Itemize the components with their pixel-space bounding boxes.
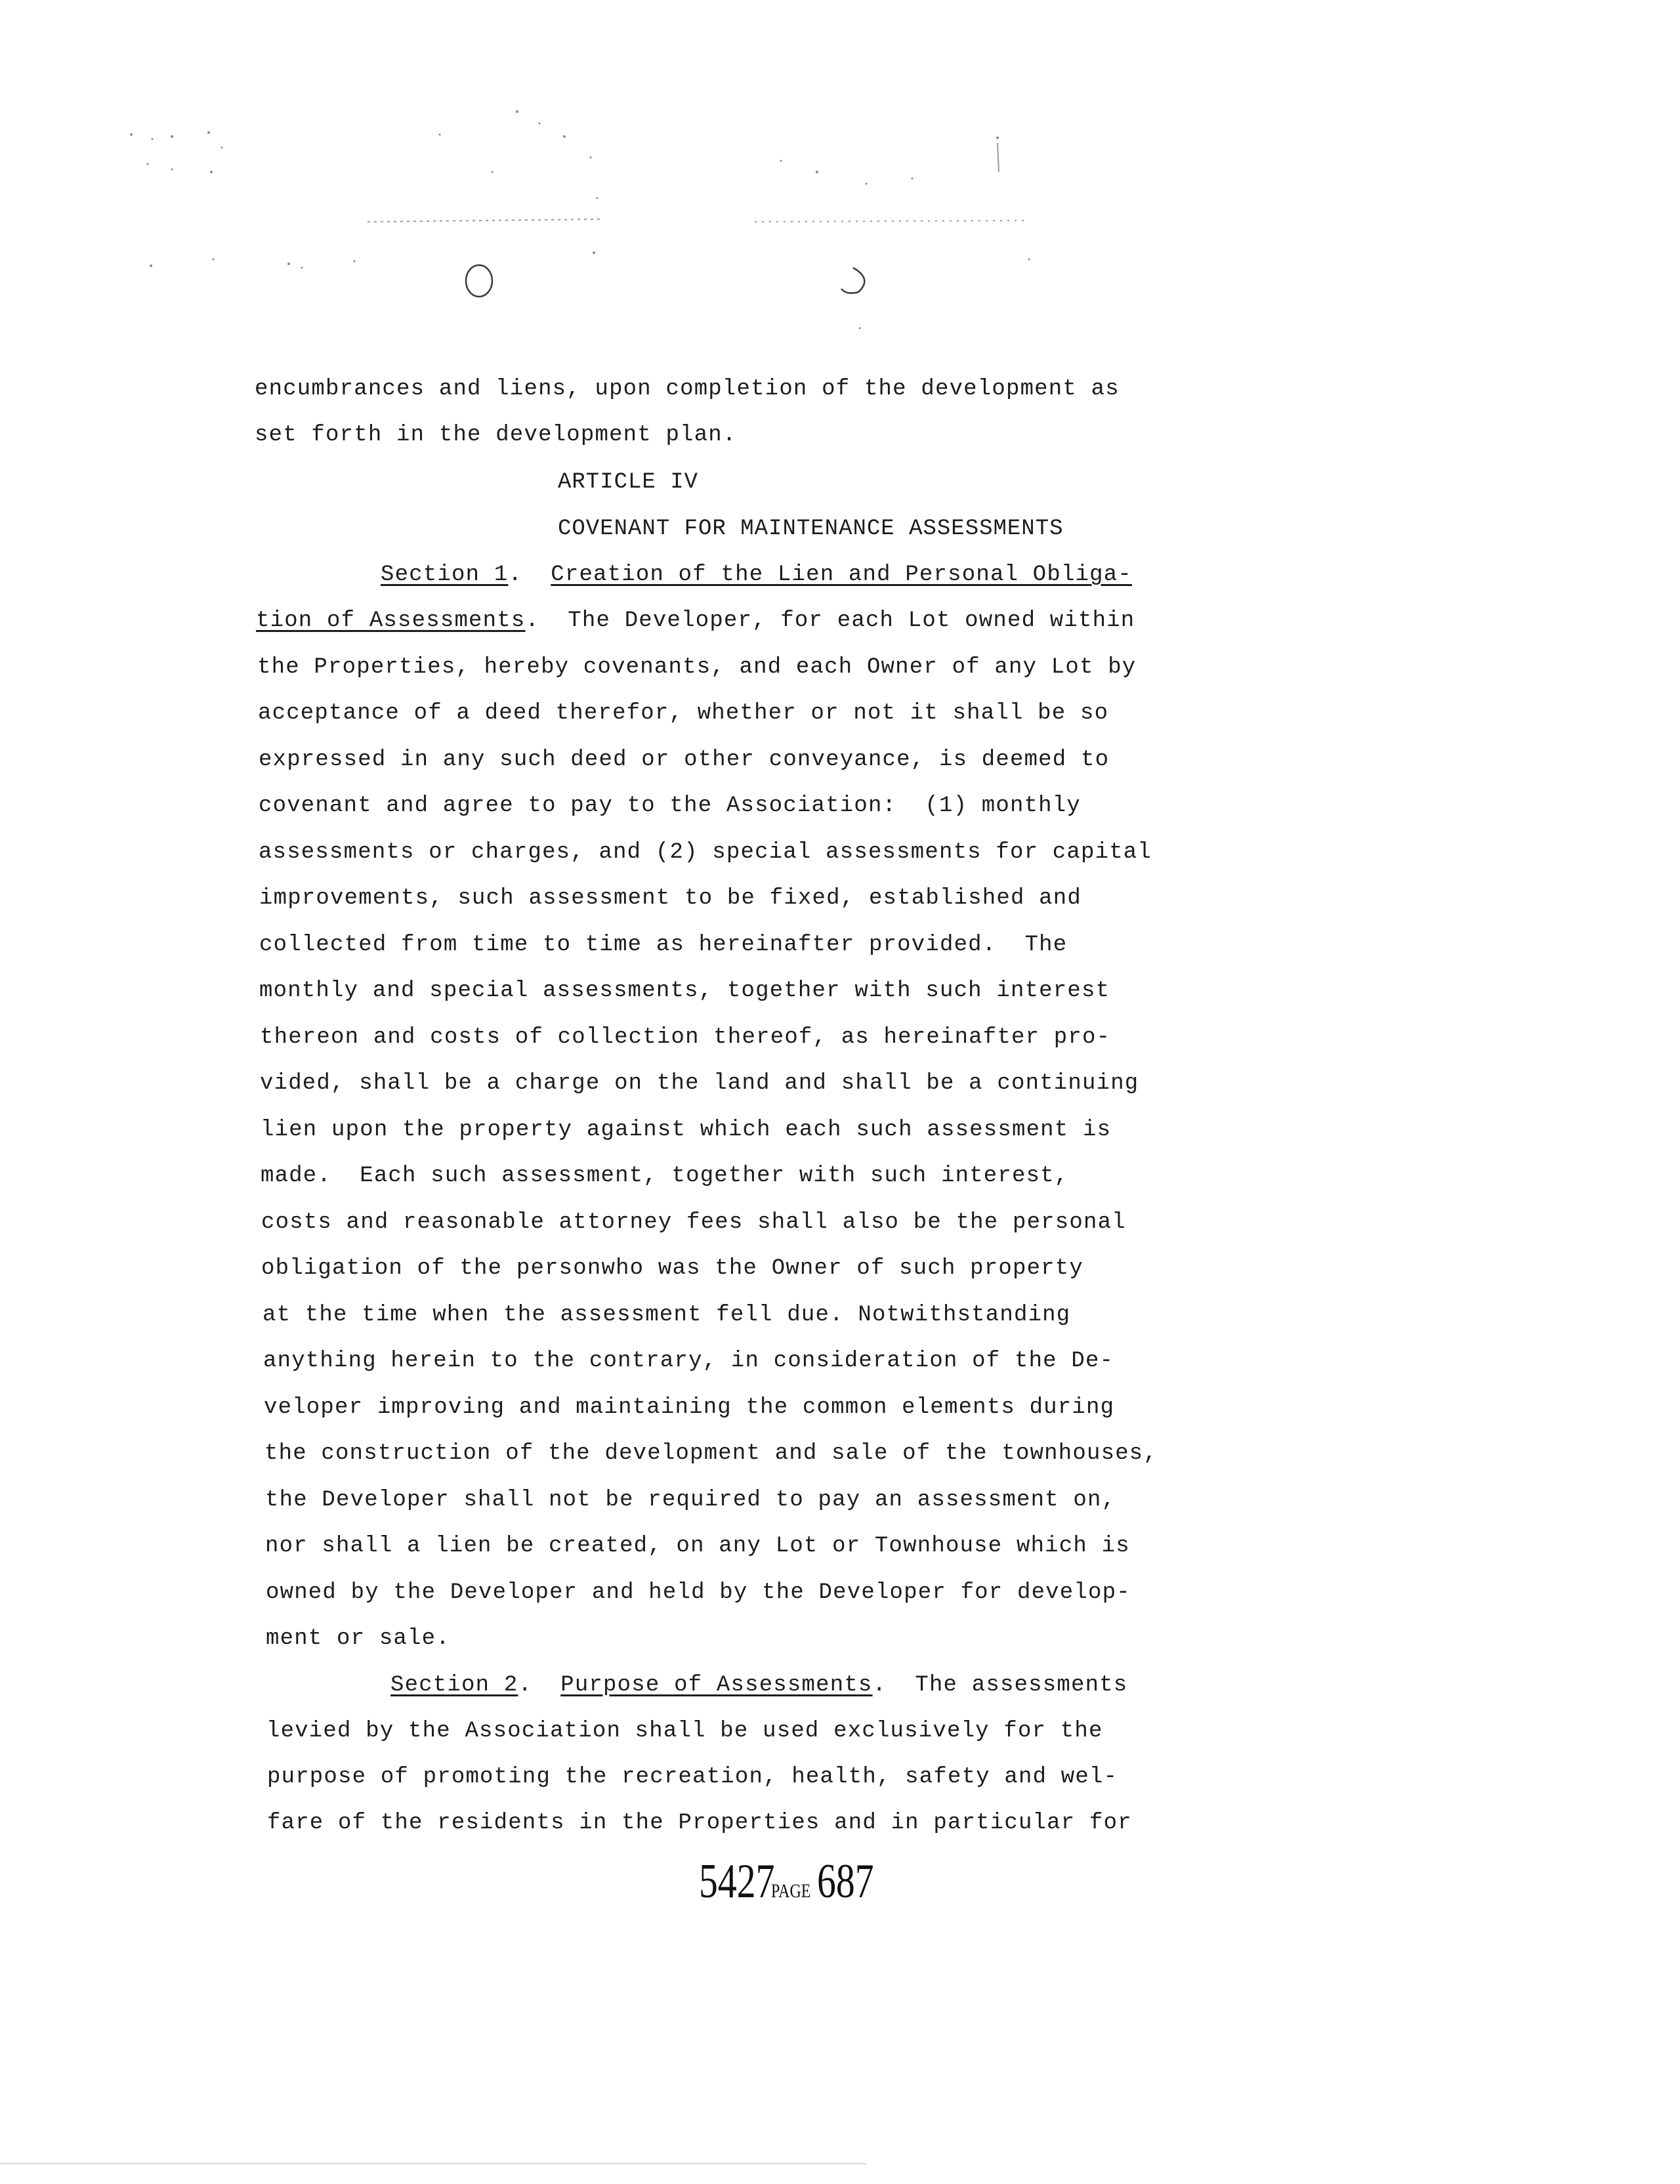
text-line: lien upon the property against which each such assessment is: [261, 1118, 1112, 1143]
text-line: set forth in the development plan.: [255, 423, 737, 448]
scan-dots: [130, 110, 1030, 341]
text-line: encumbrances and liens, upon completion of the development as: [255, 377, 1120, 402]
text-line: the Developer shall not be required to pay an assessment on,: [265, 1488, 1116, 1513]
scan-edge-line: [0, 2163, 866, 2164]
punch-hole-left: [466, 265, 492, 297]
page-label: PAGE: [771, 1880, 811, 1902]
text-line: owned by the Developer and held by the Developer for develop-: [266, 1580, 1131, 1605]
text-line: thereon and costs of collection thereof, as hereinafter pro-: [260, 1025, 1111, 1050]
section-2-label: Section 2: [390, 1673, 518, 1698]
text-line: at the time when the assessment fell due. Notwithstanding: [262, 1303, 1071, 1328]
article-number: ARTICLE IV: [558, 470, 699, 495]
text-line: anything herein to the contrary, in consideration of the De-: [263, 1349, 1114, 1374]
section-1-label: Section 1: [381, 562, 509, 587]
section-1-heading-part1: Creation of the Lien and Personal Obliga-: [551, 562, 1132, 587]
text-line: obligation of the personwho was the Owner of such property: [261, 1256, 1083, 1281]
book-page-stamp: [699, 1854, 890, 1910]
punch-hole-right: [841, 268, 864, 293]
text-line: ment or sale.: [266, 1626, 450, 1651]
article-title: COVENANT FOR MAINTENANCE ASSESSMENTS: [558, 516, 1064, 541]
section-1-heading-line-2: tion of Assessments. The Developer, for each Lot owned within: [256, 608, 1135, 633]
text-line: vided, shall be a charge on the land and shall be a continuing: [260, 1071, 1139, 1096]
text-line: costs and reasonable attorney fees shall also be the personal: [261, 1210, 1126, 1235]
section-2-heading: Purpose of Assessments: [560, 1673, 873, 1698]
section-1-heading-part2: tion of Assessments: [256, 608, 526, 633]
text-line: collected from time to time as hereinafter provided. The: [259, 933, 1068, 957]
text-line: made. Each such assessment, together with such interest,: [261, 1164, 1069, 1188]
section-1-first-line-rest: The Developer, for each Lot owned within: [568, 608, 1135, 633]
text-line: veloper improving and maintaining the common elements during: [264, 1395, 1115, 1420]
page-number: 687: [816, 1855, 874, 1908]
text-line: the construction of the development and sale of the townhouses,: [264, 1441, 1158, 1466]
scan-streaks: [368, 143, 1024, 222]
text-line: purpose of promoting the recreation, health, safety and wel-: [267, 1765, 1118, 1790]
text-line: monthly and special assessments, together with such interest: [259, 978, 1110, 1003]
text-line: assessments or charges, and (2) special assessments for capital: [259, 840, 1152, 865]
text-line: the Properties, hereby covenants, and each Owner of any Lot by: [257, 655, 1137, 680]
scan-artifacts: [0, 0, 1680, 341]
text-line: acceptance of a deed therefor, whether or not it shall be so: [258, 701, 1109, 726]
section-2-heading-line: Section 2. Purpose of Assessments. The assessments: [390, 1673, 1128, 1698]
text-line: covenant and agree to pay to the Association: (1) monthly: [259, 793, 1081, 818]
text-line: improvements, such assessment to be fixed, established and: [259, 886, 1082, 911]
book-number: 5427: [699, 1855, 775, 1908]
text-line: expressed in any such deed or other conveyance, is deemed to: [259, 747, 1110, 772]
text-line: levied by the Association shall be used exclusively for the: [266, 1719, 1103, 1744]
text-line: nor shall a lien be created, on any Lot or Townhouse which is: [265, 1534, 1130, 1559]
text-line: fare of the residents in the Properties and in particular for: [267, 1811, 1132, 1836]
section-1-heading-line: Section 1. Creation of the Lien and Personal Obliga-: [381, 562, 1132, 587]
section-2-first-line-rest: The assessments: [915, 1673, 1128, 1698]
